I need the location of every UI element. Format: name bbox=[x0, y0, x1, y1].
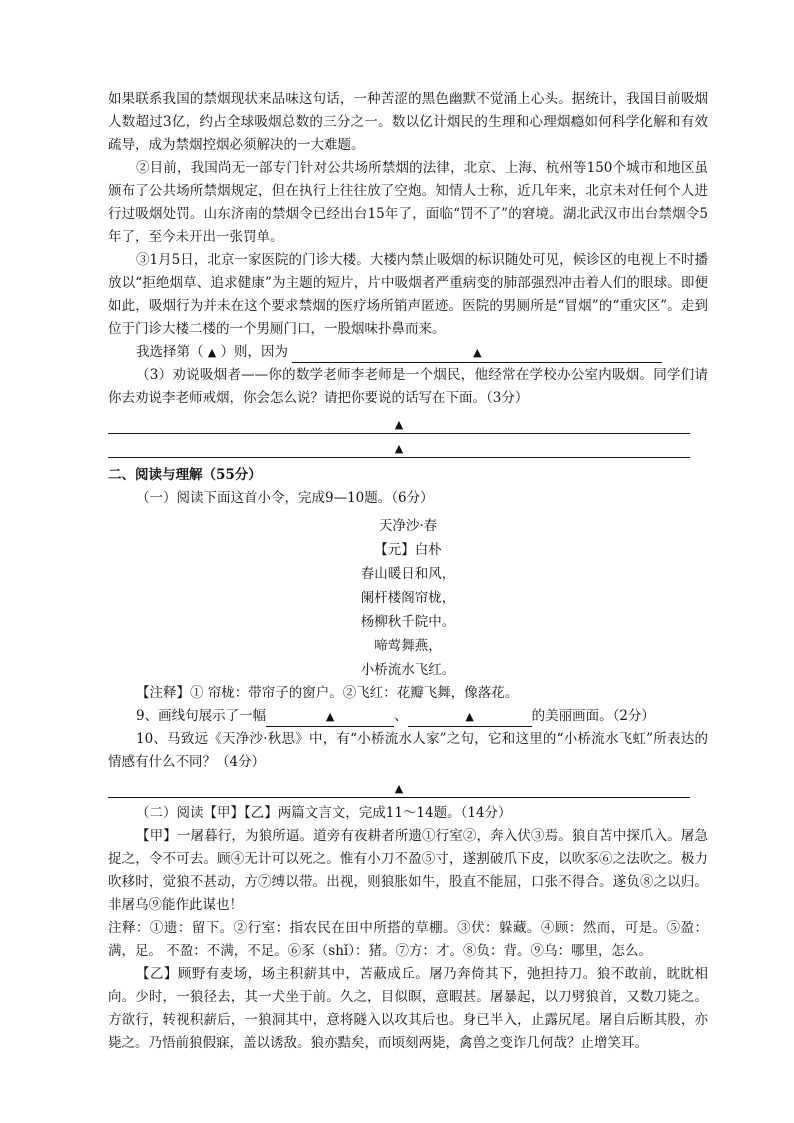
passage-yi: 【乙】顾野有麦场，场主积薪其中，苫蔽成丘。屠乃奔倚其下，弛担持刀。狼不敢前，眈眈相向。少时，一狼径去，其一犬坐于前。久之，目似瞑，意暇甚。屠暴起，以刀劈狼首，又数刀毙之。方欲行，转视积薪后，一狼洞其中，意将隧入以攻其后也。身已半入，止露尻尾。屠自后断其股，亦毙之。乃悟前狼假寐，盖以诱敌。狼亦黠矣，而顷刻两毙，禽兽之变诈几何哉？止增笑耳。 bbox=[108, 966, 708, 1051]
answer-blank-triangle: ▲ bbox=[207, 346, 217, 359]
passage-jia: 【甲】一屠暮行，为狼所逼。道旁有夜耕者所遗①行室②，奔入伏③焉。狼自苫中探爪入。屠急捉之，令不可去。顾④无计可以死之。惟有小刀不盈⑤寸，遂割破爪下皮，以吹豕⑥之法吹之。极力吹移时，觉狼不甚动，方⑦缚以带。出视，则狼胀如牛，股直不能屈，口张不得合。遂负⑧之以归。非屠乌⑨能作此谋也！ bbox=[108, 828, 708, 913]
poem-line: 阑杆楼阁帘栊， bbox=[360, 590, 456, 606]
question-9-prefix: 9、画线句展示了一幅 bbox=[136, 708, 267, 724]
section-2-title: 二、阅读与理解（55分） bbox=[108, 467, 262, 483]
answer-blank[interactable] bbox=[292, 343, 662, 363]
answer-blank-triangle: ▲ bbox=[394, 442, 404, 455]
poem-title: 天净沙·春 bbox=[378, 518, 438, 534]
question-9-suffix: 的美丽画面。（2分） bbox=[531, 708, 655, 724]
poem-line: 小桥流水飞红。 bbox=[360, 662, 456, 678]
poem-note: 【注释】① 帘栊：带帘子的窗户。②飞红：花瓣飞舞，像落花。 bbox=[136, 685, 519, 701]
poem-line: 杨柳秋千院中。 bbox=[360, 614, 456, 630]
question-3: （3）劝说吸烟者——你的数学老师李老师是一个烟民，他经常在学校办公室内吸烟。同学们请你去劝说李老师戒烟，你会怎么说？请把你要说的话写在下面。（3分） bbox=[108, 367, 708, 406]
question-9 bbox=[108, 705, 708, 728]
poem bbox=[108, 514, 708, 682]
poem-line: 春山暖日和风， bbox=[360, 566, 456, 582]
answer-blank-triangle: ▲ bbox=[465, 710, 474, 723]
answer-blank[interactable] bbox=[266, 707, 394, 727]
choose-prefix: 我选择第（ bbox=[136, 344, 204, 360]
part-1-intro: （一）阅读下面这首小令，完成9—10题。（6分） bbox=[136, 490, 434, 506]
answer-blank-triangle: ▲ bbox=[394, 418, 404, 431]
question-10: 10、马致远《天净沙·秋思》中，有“小桥流水人家”之句，它和这里的“小桥流水飞虹”所表达的情感有什么不同？（4分） bbox=[108, 731, 708, 770]
passage-jia-notes: 注释：①遗：留下。②行室：指农民在田中所搭的草棚。③伏：躲藏。④顾：然而，可是。⑤盈：满，足。 不盈：不满，不足。⑥豕（shǐ）：猪。⑦方：才。⑧负：背。⑨乌：哪里，怎么。 bbox=[108, 920, 708, 959]
part-2-intro: （二）阅读【甲】【乙】两篇文言文，完成11～14题。（14分） bbox=[136, 805, 512, 821]
poem-author: 【元】白朴 bbox=[374, 542, 442, 558]
passage-paragraph-1: 如果联系我国的禁烟现状来品味这句话，一种苦涩的黑色幽默不觉涌上心头。据统计，我国目前吸烟人数超过3亿，约占全球吸烟总数的三分之一。数以亿计烟民的生理和心理烟瘾如何科学化解和有效疏导，成为禁烟控烟必须解决的一大难题。 bbox=[108, 91, 708, 153]
exam-page bbox=[108, 88, 708, 1055]
answer-blank-triangle: ▲ bbox=[325, 710, 335, 723]
poem-line: 啼莺舞燕， bbox=[374, 638, 442, 654]
question-9-separator: 、 bbox=[394, 708, 408, 724]
answer-blank-triangle: ▲ bbox=[473, 346, 482, 359]
choose-answer-line bbox=[108, 341, 708, 364]
answer-line[interactable] bbox=[108, 774, 690, 798]
answer-line[interactable] bbox=[108, 434, 690, 458]
answer-blank[interactable] bbox=[408, 707, 532, 727]
passage-paragraph-3: ③1月5日，北京一家医院的门诊大楼。大楼内禁止吸烟的标识随处可见，候诊区的电视上不时播放以“拒绝烟草、追求健康”为主题的短片，片中吸烟者严重病变的肺部强烈冲击着人们的眼球。即便如此，吸烟行为并未在这个要求禁烟的医疗场所销声匿迹。医院的男厕所是“冒烟”的“重灾区”。走到位于门诊大楼二楼的一个男厕门口，一股烟味扑鼻而来。 bbox=[108, 252, 708, 337]
passage-paragraph-2: ②目前，我国尚无一部专门针对公共场所禁烟的法律，北京、上海、杭州等150个城市和地区虽颁布了公共场所禁烟规定，但在执行上往往放了空炮。知情人士称，近几年来，北京未对任何个人进行过吸烟处罚。山东济南的禁烟令已经出台15年了，面临“罚不了”的窘境。湖北武汉市出台禁烟令5年了，至今未开出一张罚单。 bbox=[108, 160, 708, 245]
choose-mid: ）则，因为 bbox=[220, 344, 289, 360]
answer-blank-triangle: ▲ bbox=[394, 782, 404, 795]
answer-line[interactable] bbox=[108, 410, 690, 434]
